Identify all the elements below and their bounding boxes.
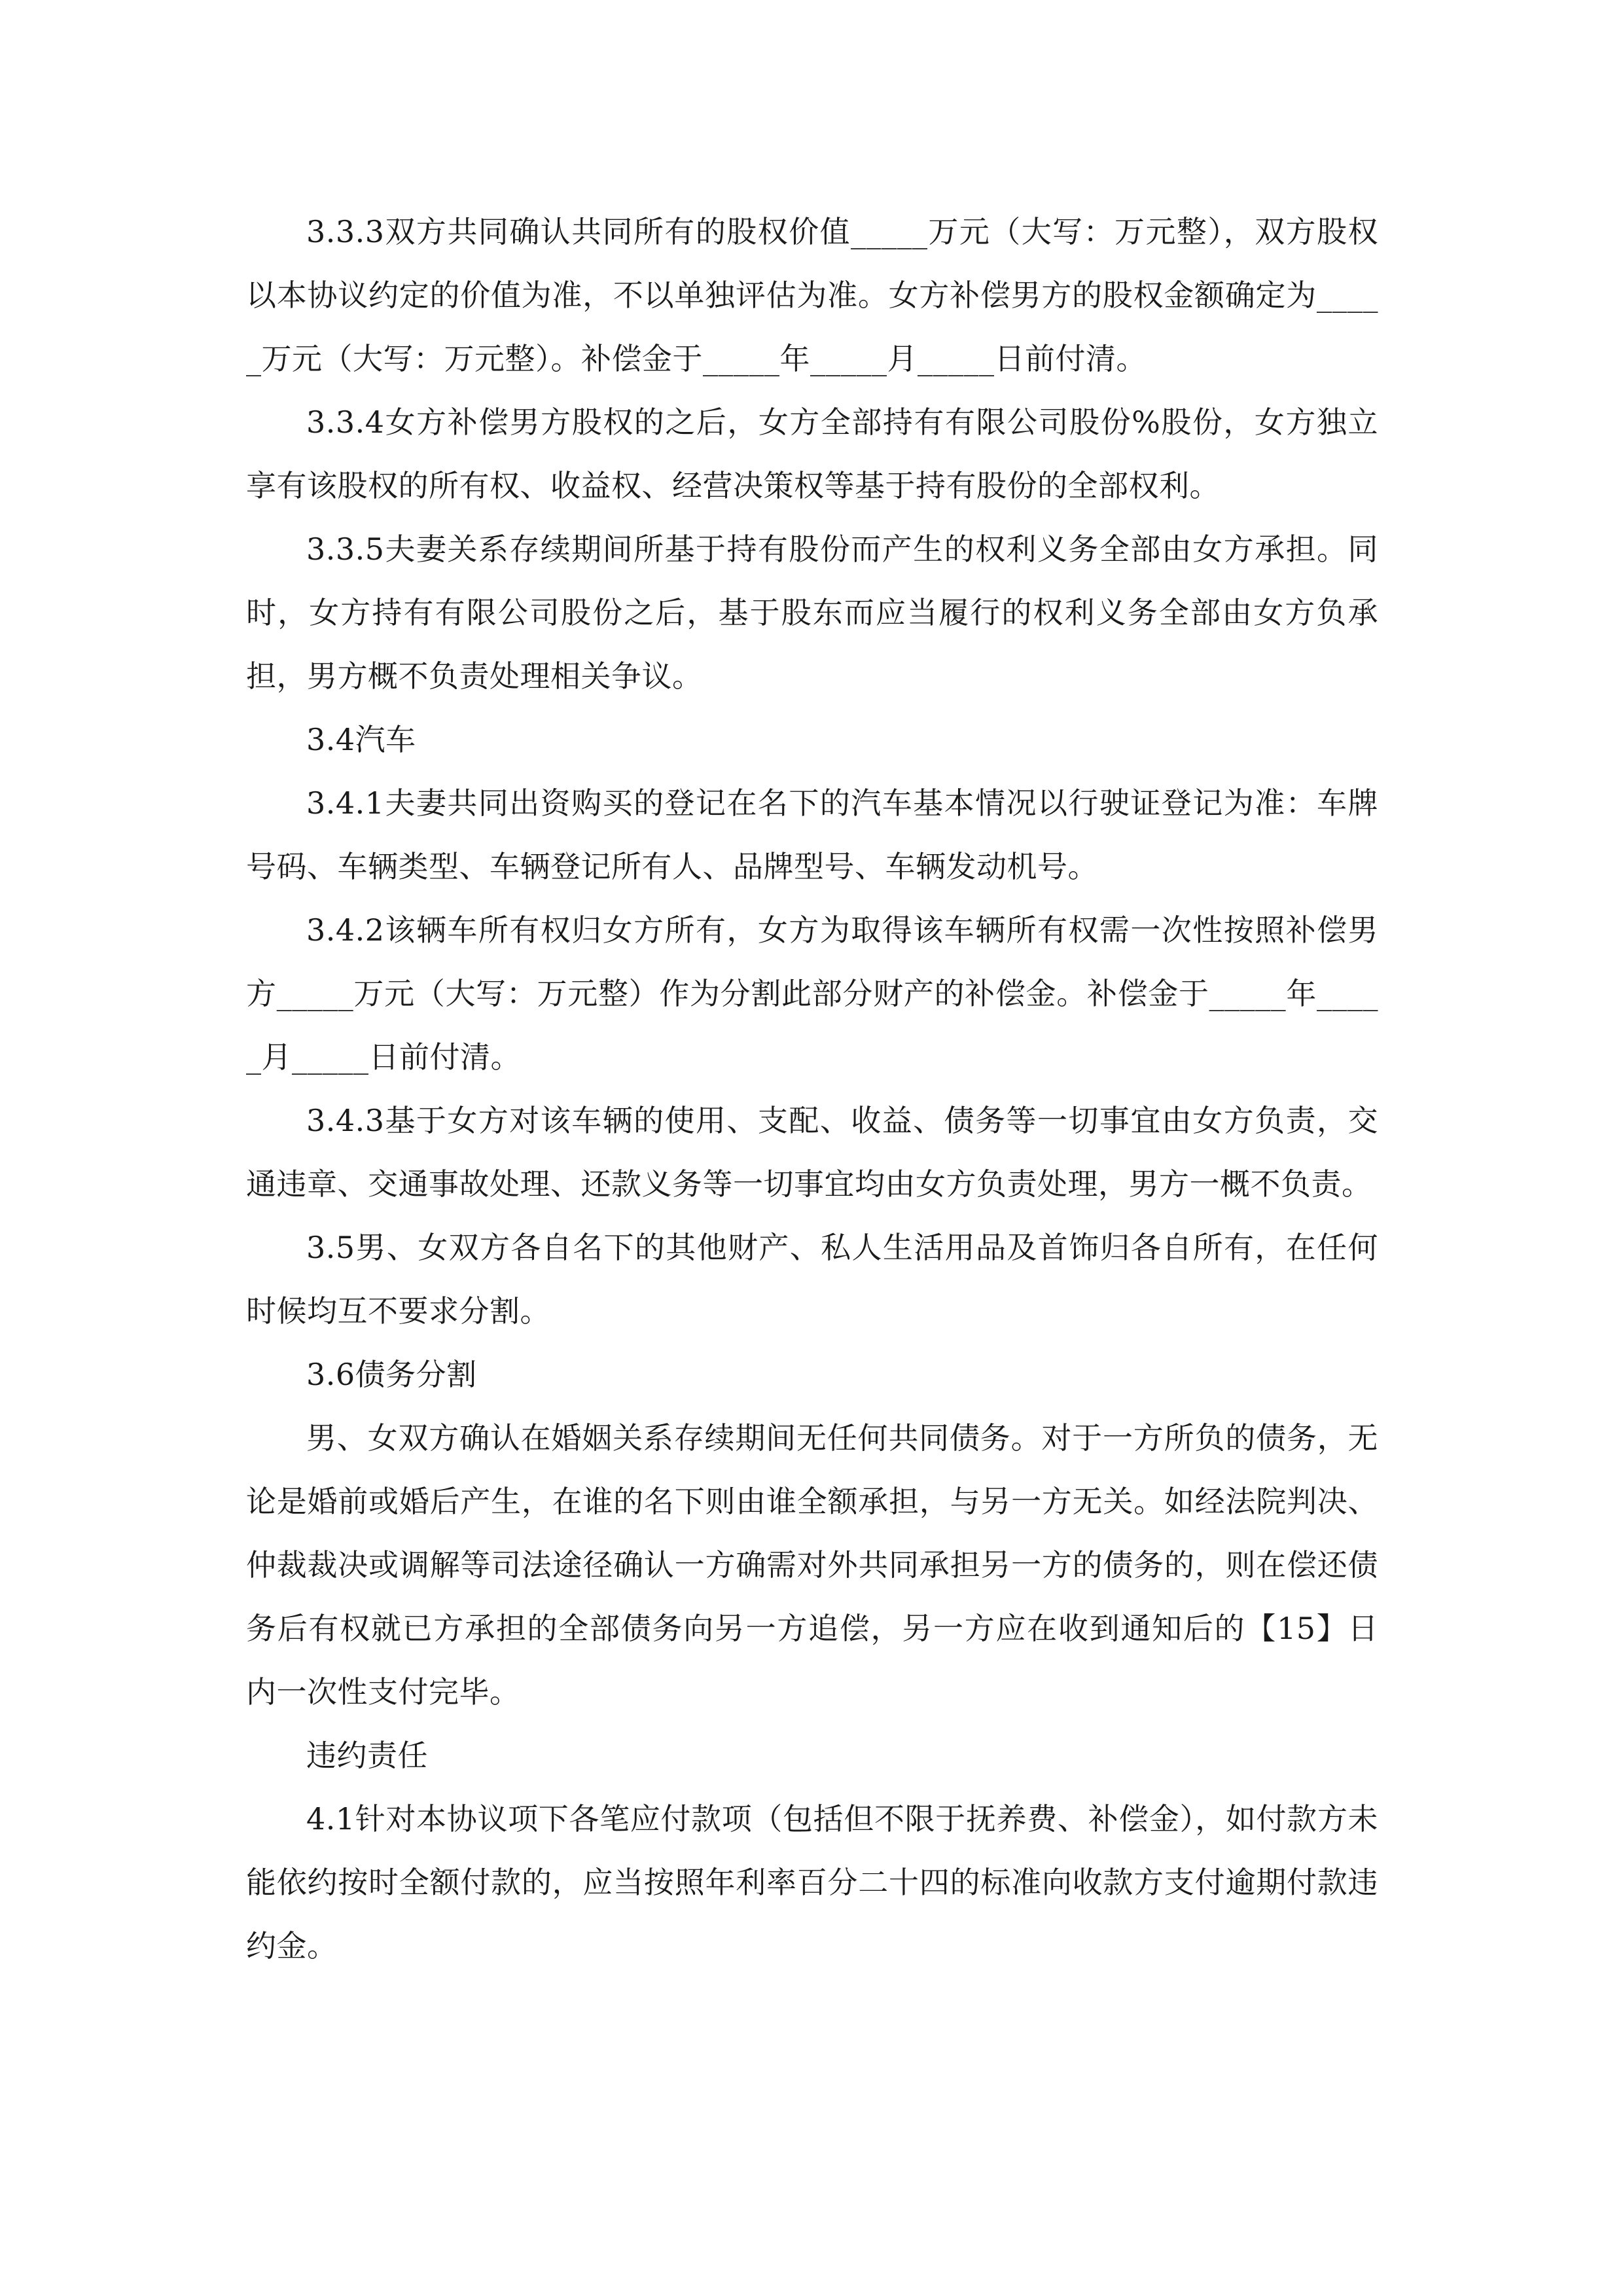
section-heading-3-6: 3.6债务分割 (306, 1357, 477, 1392)
clause-3-5: 3.5男、女双方各自名下的其他财产、私人生活用品及首饰归各自所有，在任何时候均互不要求分割。 (246, 1230, 1378, 1329)
clause-3-6: 男、女双方确认在婚姻关系存续期间无任何共同债务。对于一方所负的债务，无论是婚前或婚后产生，在谁的名下则由谁全额承担，与另一方无关。如经法院判决、仲裁裁决或调解等司法途径确认一方确需对外共同承担另一方的债务的，则在偿还债务后有权就已方承担的全部债务向另一方追偿，另一方应在收到通知后的【15】日内一次性支付完毕。 (246, 1420, 1378, 1710)
clause-3-3-4: 3.3.4女方补偿男方股权的之后，女方全部持有有限公司股份%股份，女方独立享有该股权的所有权、收益权、经营决策权等基于持有股份的全部权利。 (246, 404, 1378, 503)
document-body (246, 200, 1378, 1978)
clause-3-4-2: 3.4.2该辆车所有权归女方所有，女方为取得该车辆所有权需一次性按照补偿男方_____万元（大写：万元整）作为分割此部分财产的补偿金。补偿金于_____年_____月_____日前付清。 (246, 912, 1378, 1075)
clause-3-3-3: 3.3.3双方共同确认共同所有的股权价值_____万元（大写：万元整），双方股权以本协议约定的价值为准，不以单独评估为准。女方补偿男方的股权金额确定为_____万元（大写：万元整）。补偿金于_____年_____月_____日前付清。 (246, 214, 1378, 376)
clause-3-3-5: 3.3.5夫妻关系存续期间所基于持有股份而产生的权利义务全部由女方承担。同时，女方持有有限公司股份之后，基于股东而应当履行的权利义务全部由女方负承担，男方概不负责处理相关争议。 (246, 531, 1378, 694)
section-heading-3-4: 3.4汽车 (306, 722, 416, 757)
section-heading-4: 违约责任 (306, 1738, 428, 1773)
clause-4-1: 4.1针对本协议项下各笔应付款项（包括但不限于抚养费、补偿金），如付款方未能依约按时全额付款的，应当按照年利率百分二十四的标准向收款方支付逾期付款违约金。 (246, 1801, 1378, 1964)
clause-3-4-3: 3.4.3基于女方对该车辆的使用、支配、收益、债务等一切事宜由女方负责，交通违章、交通事故处理、还款义务等一切事宜均由女方负责处理，男方一概不负责。 (246, 1103, 1378, 1202)
clause-3-4-1: 3.4.1夫妻共同出资购买的登记在名下的汽车基本情况以行驶证登记为准：车牌号码、车辆类型、车辆登记所有人、品牌型号、车辆发动机号。 (246, 785, 1378, 884)
